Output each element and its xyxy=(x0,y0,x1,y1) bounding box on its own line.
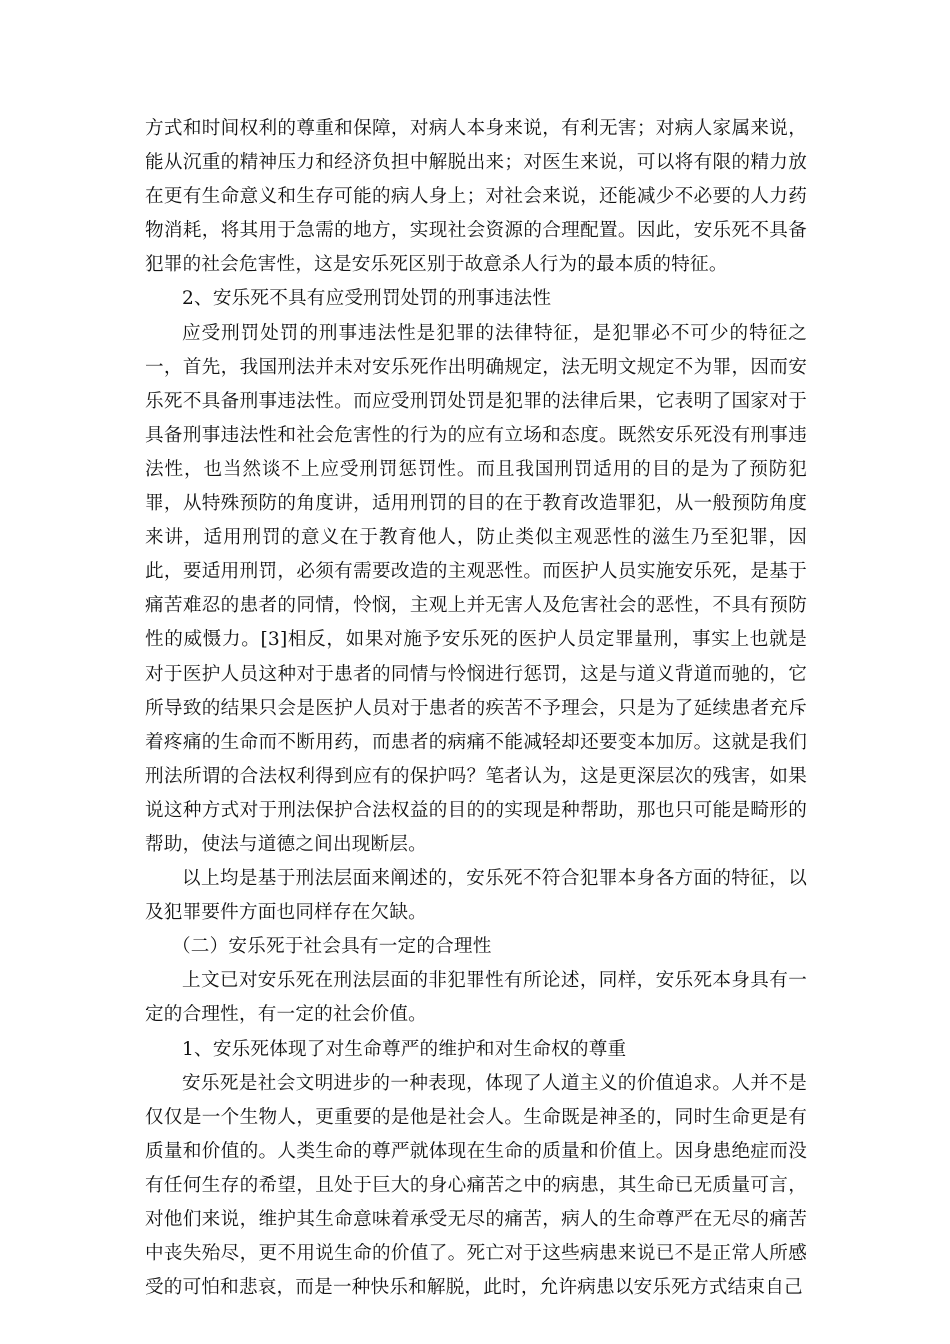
paragraph-criminal-law-summary: 以上均是基于刑法层面来阐述的，安乐死不符合犯罪本身各方面的特征，以及犯罪要件方面也同样存在欠缺。 xyxy=(145,868,807,924)
paragraph-social-value-intro: 上文已对安乐死在刑法层面的非犯罪性有所论述，同样，安乐死本身具有一定的合理性，有一定的社会价值。 xyxy=(145,970,807,1026)
paragraph-social-harm-conclusion: 方式和时间权利的尊重和保障，对病人本身来说，有利无害；对病人家属来说，能从沉重的精神压力和经济负担中解脱出来；对医生来说，可以将有限的精力放在更有生命意义和生存可能的病人身上；对社会来说，还能减少不必要的人力药物消耗，将其用于急需的地方，实现社会资源的合理配置。因此，安乐死不具备犯罪的社会危害性，这是安乐死区别于故意杀人行为的最本质的特征。 xyxy=(145,118,807,276)
section-heading-social-rationality: （二）安乐死于社会具有一定的合理性 xyxy=(172,936,492,958)
document-body xyxy=(145,112,807,1305)
section-heading-no-criminal-illegality: 2、安乐死不具有应受刑罚处罚的刑事违法性 xyxy=(182,288,552,310)
section-heading-dignity-of-life: 1、安乐死体现了对生命尊严的维护和对生命权的尊重 xyxy=(182,1038,627,1060)
paragraph-criminal-illegality: 应受刑罚处罚的刑事违法性是犯罪的法律特征，是犯罪必不可少的特征之一，首先，我国刑法并未对安乐死作出明确规定，法无明文规定不为罪，因而安乐死不具备刑事违法性。而应受刑罚处罚是犯罪的法律后果，它表明了国家对于具备刑事违法性和社会危害性的行为的应有立场和态度。既然安乐死没有刑事违法性，也当然谈不上应受刑罚惩罚性。而且我国刑罚适用的目的是为了预防犯罪，从特殊预防的角度讲，适用刑罚的目的在于教育改造罪犯，从一般预防角度来讲，适用刑罚的意义在于教育他人，防止类似主观恶性的滋生乃至犯罪，因此，要适用刑罚，必须有需要改造的主观恶性。而医护人员实施安乐死，是基于痛苦难忍的患者的同情，怜悯，主观上并无害人及危害社会的恶性，不具有预防性的威慑力。[3]相反，如果对施予安乐死的医护人员定罪量刑，事实上也就是对于医护人员这种对于患者的同情与怜悯进行惩罚，这是与道义背道而驰的，它所导致的结果只会是医护人员对于患者的疾苦不予理会，只是为了延续患者充斥着疼痛的生命而不断用药，而患者的病痛不能减轻却还要变本加厉。这就是我们刑法所谓的合法权利得到应有的保护吗？笔者认为，这是更深层次的残害，如果说这种方式对于刑法保护合法权益的目的的实现是种帮助，那也只可能是畸形的帮助，使法与道德之间出现断层。 xyxy=(145,322,807,855)
paragraph-dignity-of-life: 安乐死是社会文明进步的一种表现，体现了人道主义的价值追求。人并不是仅仅是一个生物人，更重要的是他是社会人。生命既是神圣的，同时生命更是有质量和价值的。人类生命的尊严就体现在生命的质量和价值上。因身患绝症而没有任何生存的希望，且处于巨大的身心痛苦之中的病患，其生命已无质量可言，对他们来说，维护其生命意味着承受无尽的痛苦，病人的生命尊严在无尽的痛苦中丧失殆尽，更不用说生命的价值了。死亡对于这些病患来说已不是正常人所感受的可怕和悲哀，而是一种快乐和解脱，此时，允许病患以安乐死方式结束自己 xyxy=(145,1072,807,1299)
